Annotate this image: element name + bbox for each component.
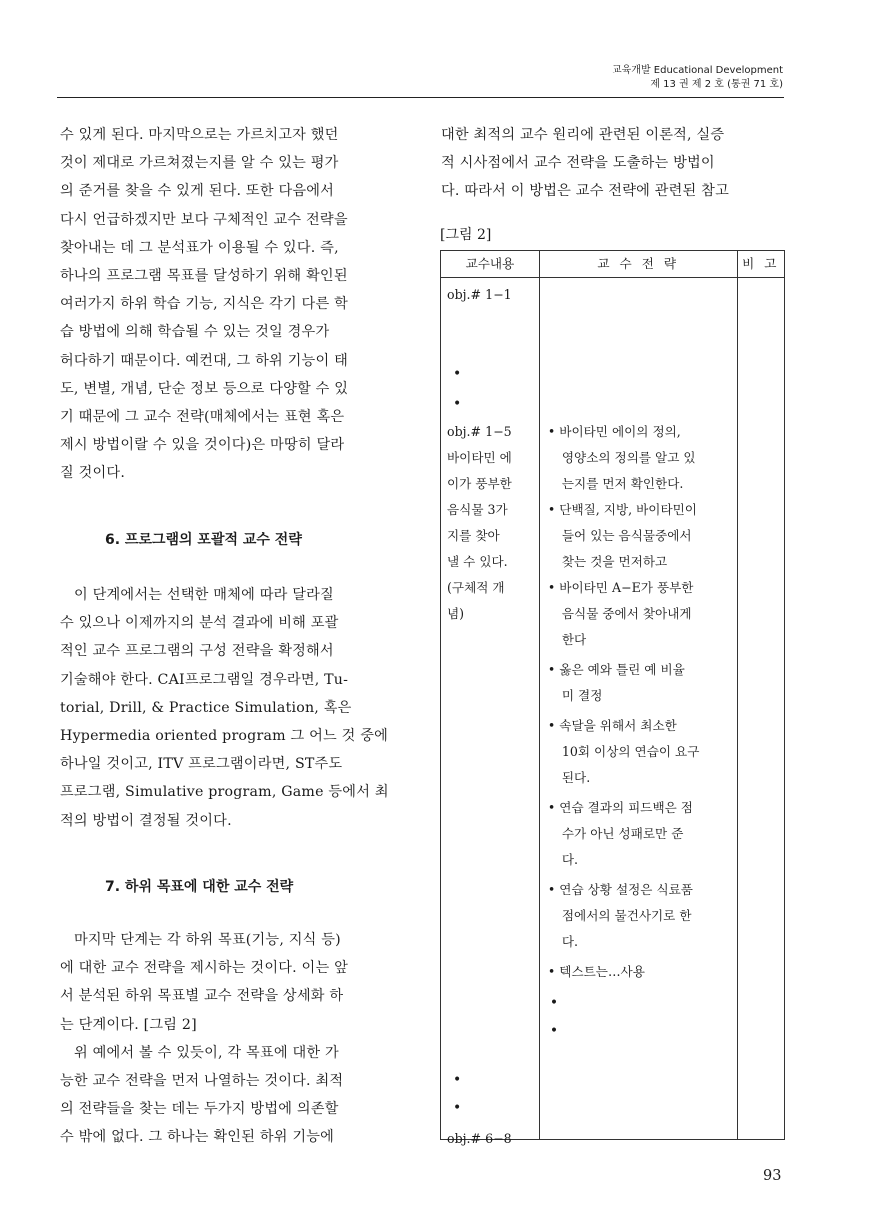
table-header-row [441, 251, 785, 278]
objective-text: (구체적 개 [447, 580, 505, 595]
strategy-item: • 옳은 예와 틀린 예 비율 [547, 662, 685, 677]
volume-info: 제 13 권 제 2 호 (통권 71 호) [650, 79, 783, 90]
content-cell [441, 278, 540, 1146]
text-line: 의 준거를 찾을 수 있게 된다. 또한 다음에서 [60, 183, 335, 200]
strategy-item: 음식물 중에서 찾아내게 [561, 606, 692, 621]
text-line: 다. 따라서 이 방법은 교수 전략에 관련된 참고 [441, 183, 729, 200]
strategy-item: 는지를 먼저 확인한다. [561, 476, 684, 491]
text-line: 하나의 프로그램 목표를 달성하기 위해 확인된 [60, 268, 348, 285]
text-line: 허다하기 때문이다. 예컨대, 그 하위 기능이 태 [60, 352, 348, 369]
text-line: 는 단계이다. [그림 2] [60, 1016, 197, 1033]
text-line: 에 대한 교수 전략을 제시하는 것이다. 이는 앞 [60, 960, 348, 977]
left-column [60, 121, 405, 488]
strategy-item: • 연습 결과의 피드백은 점 [547, 800, 693, 815]
page-number: 93 [763, 1168, 782, 1184]
header-content: 교수내용 [441, 251, 540, 278]
text-line: 것이 제대로 가르쳐졌는지를 알 수 있는 평가 [60, 155, 339, 172]
bullet-dot: • [453, 366, 462, 382]
text-line: torial, Drill, & Practice Simulation, 혹은 [60, 699, 352, 716]
bullet-dot: • [453, 1072, 462, 1088]
strategy-item: 다. [561, 934, 579, 949]
text-line: 이 단계에서는 선택한 매체에 따라 달라질 [74, 587, 334, 603]
text-line: 다시 언급하겠지만 보다 구체적인 교수 전략을 [60, 211, 348, 228]
objective-text: 지를 찾아 [447, 528, 500, 543]
text-line: 적의 방법이 결정될 것이다. [60, 812, 232, 829]
table-row [441, 278, 785, 1140]
bullet-dot: • [453, 1100, 462, 1116]
text-line: 찾아내는 데 그 분석표가 이용될 수 있다. 즉, [60, 239, 339, 256]
paragraph-3 [60, 926, 405, 1152]
strategy-item: • 연습 상황 설정은 식료품 [547, 882, 693, 897]
strategy-cell [539, 278, 737, 1140]
strategy-item: 영양소의 정의를 알고 있 [561, 450, 696, 465]
objective-text: 이가 풍부한 [447, 476, 512, 491]
bullet-dot: • [549, 995, 559, 1011]
objective-label: obj.# 1−5 [447, 424, 512, 439]
strategy-item: • 바이타민 에이의 정의, [547, 424, 681, 439]
bullet-dot: • [549, 1023, 559, 1039]
text-line: 질 것이다. [60, 465, 126, 482]
objective-text: 낼 수 있다. [447, 554, 508, 569]
header-strategy: 교 수 전 략 [539, 251, 737, 278]
text-line: 하나일 것이고, ITV 프로그램이라면, ST주도 [60, 756, 343, 773]
text-line: 수 있으나 이제까지의 분석 결과에 비해 포괄 [60, 615, 339, 632]
strategy-item: • 속달을 위해서 최소한 [547, 718, 677, 733]
text-line: 습 방법에 의해 학습될 수 있는 것일 경우가 [60, 324, 330, 341]
text-line: 위 예에서 볼 수 있듯이, 각 목표에 대한 가 [74, 1044, 339, 1061]
objective-text: 념) [447, 606, 465, 621]
text-line: 제시 방법이랄 수 있을 것이다)은 마땅히 달라 [60, 437, 345, 454]
header-rule [57, 97, 784, 98]
section-7-heading: 7. 하위 목표에 대한 교수 전략 [105, 879, 294, 895]
objective-label: obj.# 6−8 [447, 1131, 512, 1146]
text-line: 수 있게 된다. 마지막으로는 가르치고자 했던 [60, 127, 339, 143]
paragraph-2 [60, 581, 405, 835]
strategy-item: • 단백질, 지방, 바이타민이 [547, 502, 697, 517]
objective-text: 음식물 3가 [447, 502, 508, 517]
objective-label: obj.# 1−1 [447, 287, 512, 302]
journal-title: 교육개발 Educational Development [611, 65, 783, 76]
strategy-item: 된다. [561, 770, 591, 785]
header-remarks: 비 고 [737, 251, 784, 278]
text-line: 수 밖에 없다. 그 하나는 확인된 하위 기능에 [60, 1129, 335, 1146]
text-line: 대한 최적의 교수 원리에 관련된 이론적, 실증 [441, 127, 725, 143]
text-line: 프로그램, Simulative program, Game 등에서 최 [60, 784, 389, 801]
strategy-item: 10회 이상의 연습이 요구 [561, 744, 700, 759]
right-column [441, 121, 784, 206]
bullet-dot: • [453, 396, 462, 412]
text-line: 기술해야 한다. CAI프로그램일 경우라면, Tu- [60, 671, 349, 688]
objective-text: 바이타민 에 [447, 450, 512, 465]
figure-label: [그림 2] [440, 227, 492, 243]
text-line: Hypermedia oriented program 그 어느 것 중에 [60, 728, 389, 745]
text-line: 서 분석된 하위 목표별 교수 전략을 상세화 하 [60, 988, 344, 1005]
strategy-item: • 텍스트는…사용 [547, 964, 645, 979]
strategy-item: 미 결정 [561, 688, 603, 703]
remarks-cell [737, 278, 784, 1140]
strategy-item: 한다 [561, 632, 587, 647]
section-6-heading: 6. 프로그램의 포괄적 교수 전략 [105, 532, 302, 548]
text-line: 도, 변별, 개념, 단순 정보 등으로 다양할 수 있 [60, 380, 349, 397]
text-line: 적 시사점에서 교수 전략을 도출하는 방법이 [441, 155, 715, 172]
text-line: 마지막 단계는 각 하위 목표(기능, 지식 등) [74, 932, 341, 948]
text-line: 의 전략들을 찾는 데는 두가지 방법에 의존할 [60, 1101, 339, 1118]
text-line: 능한 교수 전략을 먼저 나열하는 것이다. 최적 [60, 1073, 344, 1090]
text-line: 여러가지 하위 학습 기능, 지식은 각기 다른 학 [60, 296, 348, 313]
paragraph-1 [60, 121, 405, 488]
strategy-item: 점에서의 물건사기로 한 [561, 908, 692, 923]
strategy-item: 들어 있는 음식물중에서 [561, 528, 692, 543]
strategy-item: 다. [561, 852, 579, 867]
strategy-item: 수가 아닌 성패로만 준 [561, 826, 684, 841]
text-line: 기 때문에 그 교수 전략(매체에서는 표현 혹은 [60, 409, 345, 426]
text-line: 적인 교수 프로그램의 구성 전략을 확정해서 [60, 643, 334, 660]
strategy-item: • 바이타민 A−E가 풍부한 [547, 580, 694, 595]
figure-2-table [440, 250, 785, 1146]
strategy-item: 찾는 것을 먼저하고 [561, 554, 668, 569]
